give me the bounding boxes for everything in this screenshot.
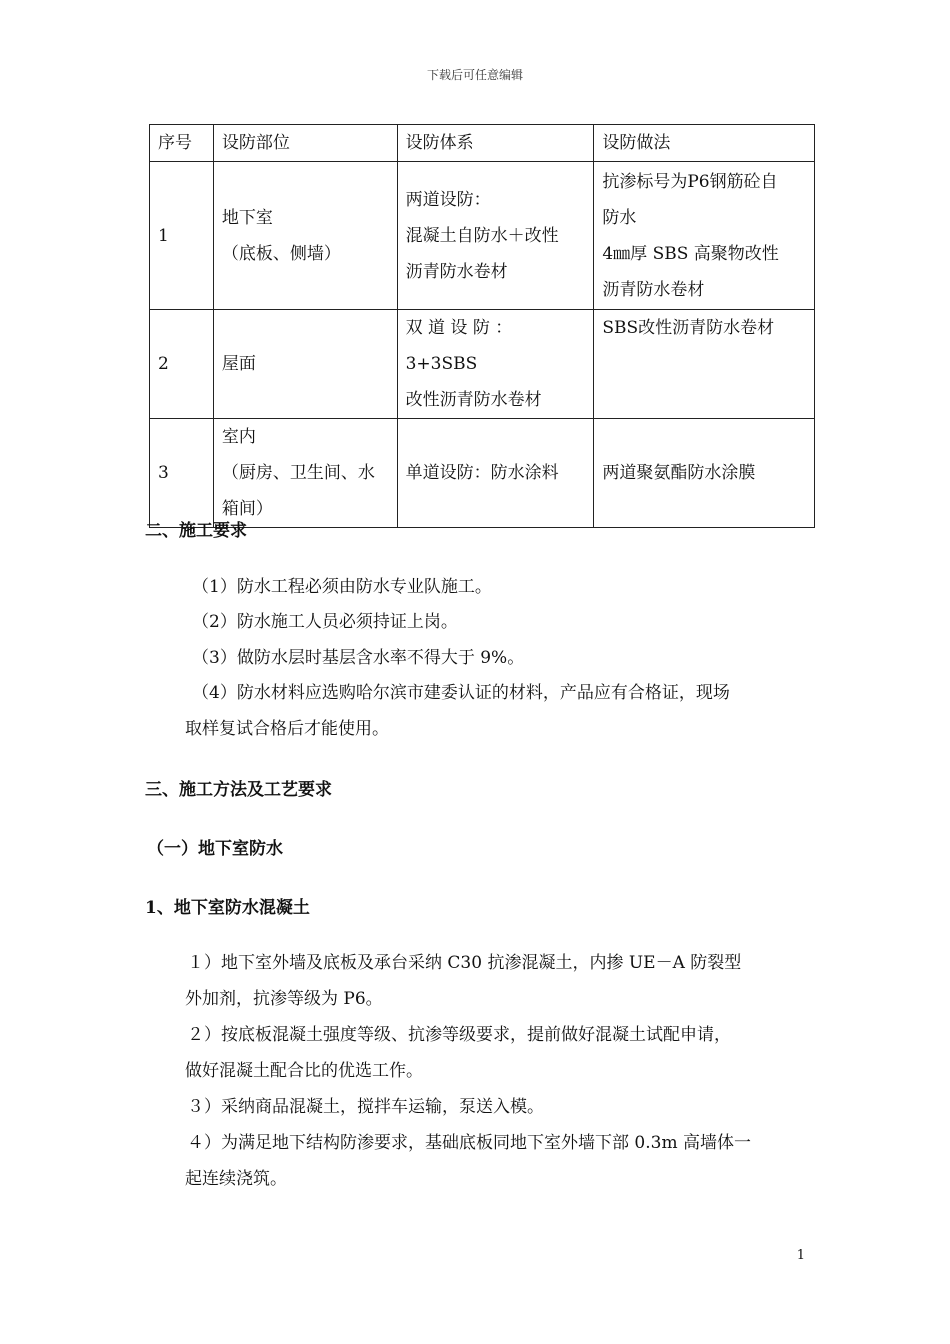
list-item-continuation: 做好混凝土配合比的优选工作。	[185, 1061, 423, 1081]
list-item: （4）防水材料应选购哈尔滨市建委认证的材料，产品应有合格证，现场	[192, 683, 730, 703]
list-item-continuation: 取样复试合格后才能使用。	[185, 719, 389, 739]
list-item: １）地下室外墙及底板及承台采纳 C30 抗渗混凝土，内掺 UE－A 防裂型	[187, 953, 742, 973]
row-system: 双 道 设 防 ： 3+3SBS 改性沥青防水卷材	[397, 310, 594, 419]
row-location: 地下室 （底板、侧墙）	[213, 162, 397, 310]
table-row	[150, 419, 815, 528]
list-item: （1）防水工程必须由防水专业队施工。	[192, 577, 492, 597]
row-method: SBS改性沥青防水卷材	[594, 310, 815, 419]
page-number: 1	[796, 1248, 805, 1263]
waterproof-spec-table	[149, 124, 815, 528]
row-method: 两道聚氨酯防水涂膜	[594, 419, 815, 528]
section-title: 二、施工要求	[145, 521, 247, 541]
header-cell-system: 设防体系	[397, 125, 594, 162]
list-item: ３）采纳商品混凝土，搅拌车运输，泵送入模。	[187, 1097, 544, 1117]
row-method: 抗渗标号为P6钢筋砼自 防水 4㎜厚 SBS 高聚物改性 沥青防水卷材	[594, 162, 815, 310]
header-cell-no: 序号	[150, 125, 214, 162]
list-item-continuation: 起连续浇筑。	[185, 1169, 287, 1189]
header-cell-location: 设防部位	[213, 125, 397, 162]
subsection-title: （一）地下室防水	[147, 839, 283, 859]
row-number: 1	[150, 162, 214, 310]
row-system: 两道设防： 混凝土自防水＋改性 沥青防水卷材	[397, 162, 594, 310]
list-item: ２）按底板混凝土强度等级、抗渗等级要求，提前做好混凝土试配申请，	[187, 1025, 731, 1045]
list-item: （3）做防水层时基层含水率不得大于 9%。	[192, 648, 525, 668]
row-number: 3	[150, 419, 214, 528]
table-row	[150, 310, 815, 419]
row-location: 屋面	[213, 310, 397, 419]
row-number: 2	[150, 310, 214, 419]
list-item-continuation: 外加剂，抗渗等级为 P6。	[185, 989, 383, 1009]
row-location: 室内 （厨房、卫生间、水 箱间）	[213, 419, 397, 528]
header-cell-method: 设防做法	[594, 125, 815, 162]
table-row	[150, 162, 815, 310]
list-item: （2）防水施工人员必须持证上岗。	[192, 612, 458, 632]
row-system: 单道设防：防水涂料	[397, 419, 594, 528]
section-title: 三、施工方法及工艺要求	[145, 780, 332, 800]
page-header: 下载后可任意编辑	[426, 68, 523, 82]
subsubsection-title: 1、地下室防水混凝土	[145, 898, 310, 918]
table-header-row	[150, 125, 815, 162]
list-item: ４）为满足地下结构防渗要求，基础底板同地下室外墙下部 0.3m 高墙体一	[187, 1133, 751, 1153]
